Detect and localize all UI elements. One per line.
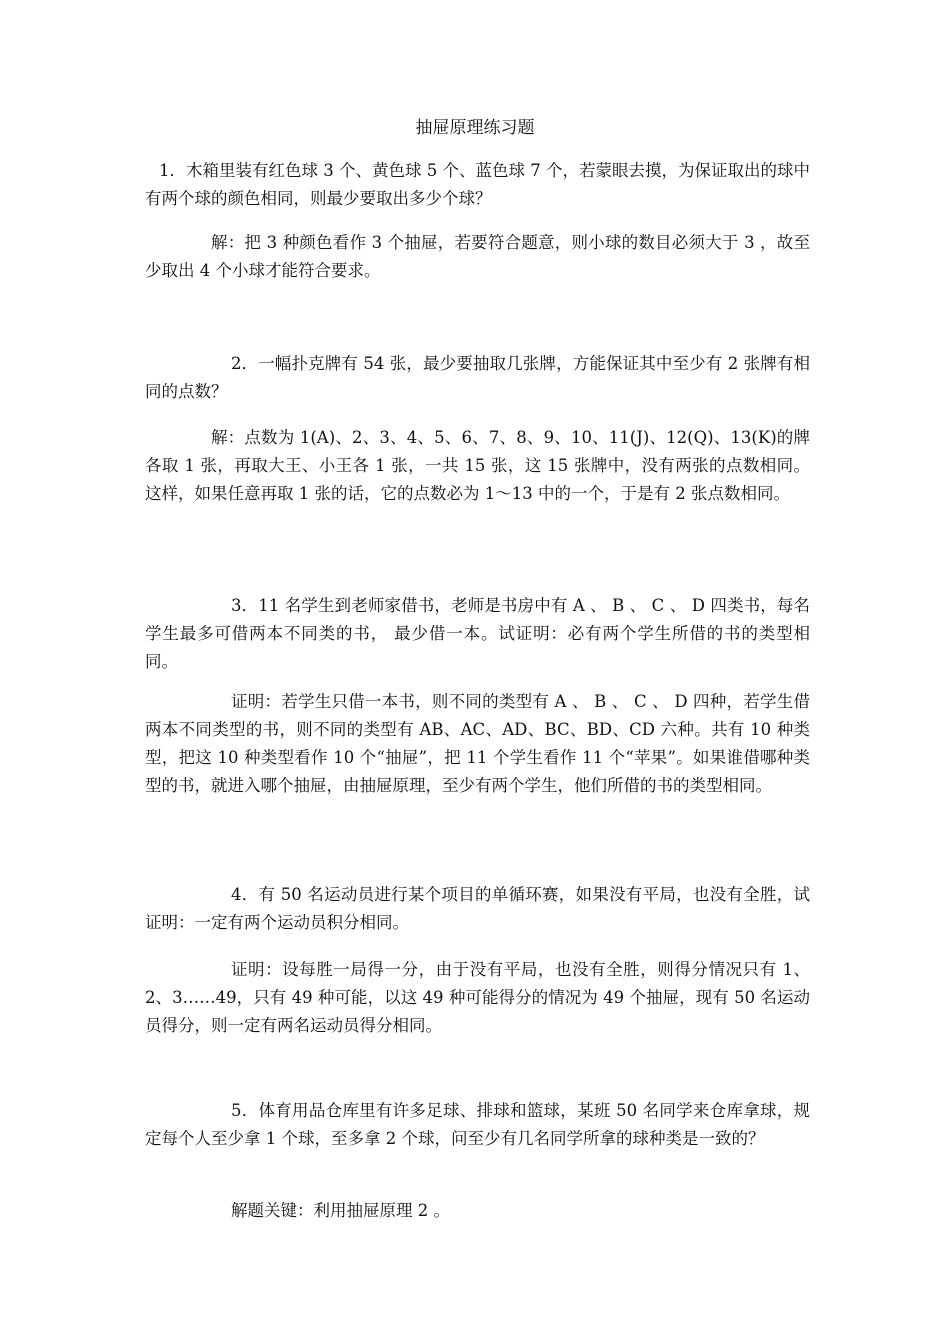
problem-2-solution: 解：点数为 1(A)、2、3、4、5、6、7、8、9、10、11(J)、12(Q)、13(K)的牌各取 1 张，再取大王、小王各 1 张，一共 15 张，这 15 张牌中，没有两张的点数相同。这样，如果任意再取 1 张的话，它的点数必为 1～13 中的一个，于是有 2 张点数相同。	[145, 428, 810, 503]
document-title: 抽屉原理练习题	[415, 118, 535, 138]
problem-3-proof: 证明：若学生只借一本书，则不同的类型有 A 、 B 、 C 、 D 四种，若学生借两本不同类型的书，则不同的类型有 AB、AC、AD、BC、BD、CD 六种。共有 10 种类型，把这 10 种类型看作 10 个“抽屉”，把 11 个学生看作 11 个“苹果”。如果谁借哪种类型的书，就进入哪个抽屉，由抽屉原理，至少有两个学生，他们所借的书的类型相同。	[145, 692, 810, 795]
problem-1-question: 1．木箱里装有红色球 3 个、黄色球 5 个、蓝色球 7 个，若蒙眼去摸，为保证取出的球中有两个球的颜色相同，则最少要取出多少个球？	[145, 161, 810, 208]
problem-4-question: 4．有 50 名运动员进行某个项目的单循环赛，如果没有平局，也没有全胜，试证明：一定有两个运动员积分相同。	[145, 885, 810, 932]
problem-5-question: 5．体育用品仓库里有许多足球、排球和篮球，某班 50 名同学来仓库拿球，规定每个人至少拿 1 个球，至多拿 2 个球，问至少有几名同学所拿的球种类是一致的？	[145, 1101, 810, 1148]
problem-3-question: 3．11 名学生到老师家借书，老师是书房中有 A 、 B 、 C 、 D 四类书，每名学生最多可借两本不同类的书， 最少借一本。试证明：必有两个学生所借的书的类型相同。	[145, 596, 810, 671]
problem-1-solution: 解：把 3 种颜色看作 3 个抽屉，若要符合题意，则小球的数目必须大于 3 ，故至少取出 4 个小球才能符合要求。	[145, 233, 810, 280]
problem-2-question: 2．一幅扑克牌有 54 张，最少要抽取几张牌，方能保证其中至少有 2 张牌有相同的点数？	[145, 354, 810, 401]
problem-5-key: 解题关键：利用抽屉原理 2 。	[231, 1201, 450, 1220]
problem-4-proof: 证明：设每胜一局得一分，由于没有平局，也没有全胜，则得分情况只有 1、2、3……49，只有 49 种可能，以这 49 种可能得分的情况为 49 个抽屉，现有 50 名运动员得分，则一定有两名运动员得分相同。	[145, 960, 810, 1035]
